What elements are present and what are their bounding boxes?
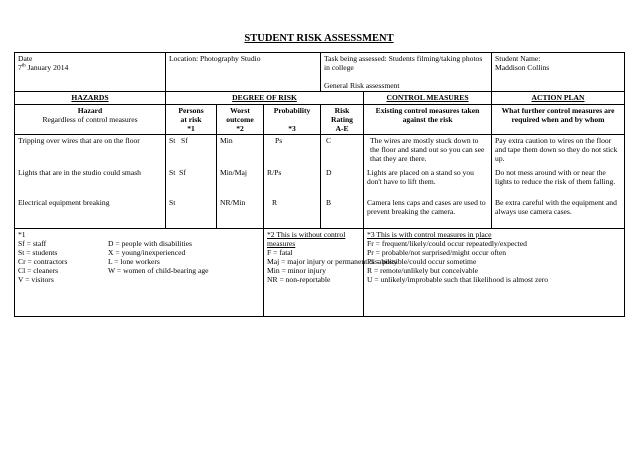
hazards-heading: HAZARDS bbox=[15, 92, 166, 104]
hazard-col-header: Hazard Regardless of control measures bbox=[15, 104, 166, 134]
legend-item: Fr = frequent/likely/could occur repeatedly/expected bbox=[367, 238, 527, 248]
task-cell bbox=[321, 53, 492, 92]
student-label: Student Name: bbox=[495, 54, 541, 63]
rating-item: D bbox=[326, 167, 332, 177]
further-item: Be extra careful with the equipment and always use camera cases. bbox=[495, 197, 617, 216]
legend-persons bbox=[15, 228, 264, 316]
persons-cell bbox=[166, 134, 217, 228]
legend-item: F = fatal bbox=[267, 248, 293, 258]
hazard-item: Lights that are in the studio could smash bbox=[18, 167, 141, 177]
legend-outcome bbox=[264, 228, 398, 316]
legend-item: St = students bbox=[18, 248, 58, 258]
existing-item: The wires are mostly stuck down to the floor and stand out so you can see that they are there. bbox=[370, 135, 485, 164]
date-value: 7th January 2014 bbox=[18, 63, 69, 73]
legend-item: L = lone workers bbox=[108, 257, 160, 267]
persons-item: St Sf bbox=[169, 167, 186, 177]
hazard-body-row bbox=[15, 134, 625, 228]
persons-col-header: Persons at risk *1 bbox=[166, 104, 217, 134]
worst-item: Min bbox=[220, 135, 233, 145]
existing-item: Lights are placed on a stand so you don't have to lift them. bbox=[367, 167, 474, 186]
legend-probability-heading: *3 This is with control measures in place bbox=[367, 229, 492, 239]
existing-col-header: Existing control measures taken against the risk bbox=[364, 104, 492, 134]
legend-item: X = young/inexperienced bbox=[108, 248, 186, 258]
legend-item: Maj = major injury or permanent disability bbox=[267, 257, 398, 267]
worst-item: NR/Min bbox=[220, 197, 246, 207]
hazard-cell bbox=[15, 134, 166, 228]
legend-item: Sf = staff bbox=[18, 238, 47, 248]
column-header-row bbox=[15, 104, 625, 134]
persons-item: St Sf bbox=[169, 135, 188, 145]
further-cell bbox=[492, 134, 625, 228]
document-title: STUDENT RISK ASSESSMENT bbox=[244, 33, 394, 44]
rating-cell bbox=[321, 134, 364, 228]
further-col-header: What further control measures are required when and by whom bbox=[492, 104, 625, 134]
hazard-item: Electrical equipment breaking bbox=[18, 197, 110, 207]
further-item: Do not mess around with or near the lights to reduce the risk of them falling. bbox=[495, 167, 616, 186]
legend-item: Min = minor injury bbox=[267, 266, 326, 276]
legend-item: Ps = possible/could occur sometime bbox=[367, 257, 477, 267]
rating-col-header: Risk Rating A-E bbox=[321, 104, 364, 134]
section-header-row bbox=[15, 92, 625, 104]
legend-item: U = unlikely/improbable such that likelihood is almost zero bbox=[367, 275, 549, 285]
hazard-item: Tripping over wires that are on the floor bbox=[18, 135, 140, 145]
legend-item: NR = non-reportable bbox=[267, 275, 331, 285]
student-cell bbox=[492, 53, 625, 92]
legend-item: V = visitors bbox=[18, 275, 54, 285]
probability-item: R/Ps bbox=[267, 167, 282, 177]
task-text: Task being assessed: Students filming/taking photos in college bbox=[324, 54, 483, 73]
date-cell bbox=[15, 53, 166, 92]
persons-item: St bbox=[169, 197, 176, 207]
legend-probability bbox=[364, 228, 625, 316]
legend-item: Pr = probable/not surprised/might occur often bbox=[367, 248, 507, 258]
rating-item: C bbox=[326, 135, 332, 145]
probability-cell bbox=[264, 134, 321, 228]
worst-col-header: Worst outcome *2 bbox=[217, 104, 264, 134]
probability-col-header: Probability *3 bbox=[264, 104, 321, 134]
legend-item: D = people with disabilities bbox=[108, 238, 193, 248]
probability-item: R bbox=[272, 197, 278, 207]
legend-item: R = remote/unlikely but conceivable bbox=[367, 266, 479, 276]
date-label: Date bbox=[18, 54, 33, 63]
existing-item: Camera lens caps and cases are used to prevent breaking the camera. bbox=[367, 197, 486, 216]
further-item: Pay extra caution to wires on the floor and tape them down so they do not stick up. bbox=[495, 135, 618, 164]
student-name: Maddison Collins bbox=[495, 63, 550, 73]
info-row bbox=[15, 53, 625, 92]
location-cell: Location: Photography Studio bbox=[166, 53, 321, 92]
legend-outcome-heading: *2 This is without control measures bbox=[267, 229, 346, 248]
probability-item: Ps bbox=[275, 135, 283, 145]
degree-heading: DEGREE OF RISK bbox=[166, 92, 364, 104]
general-risk-text: General Risk assessment bbox=[324, 81, 400, 91]
legend-persons-heading: *1 bbox=[18, 229, 26, 239]
legend-row bbox=[15, 228, 625, 316]
worst-cell bbox=[217, 134, 264, 228]
rating-item: B bbox=[326, 197, 332, 207]
worst-item: Min/Maj bbox=[220, 167, 248, 177]
legend-item: Cl = cleaners bbox=[18, 266, 59, 276]
risk-assessment-table bbox=[14, 52, 625, 317]
existing-cell bbox=[364, 134, 492, 228]
control-heading: CONTROL MEASURES bbox=[364, 92, 492, 104]
action-heading: ACTION PLAN bbox=[492, 92, 625, 104]
legend-item: W = women of child-bearing age bbox=[108, 266, 209, 276]
legend-item: Cr = contractors bbox=[18, 257, 68, 267]
